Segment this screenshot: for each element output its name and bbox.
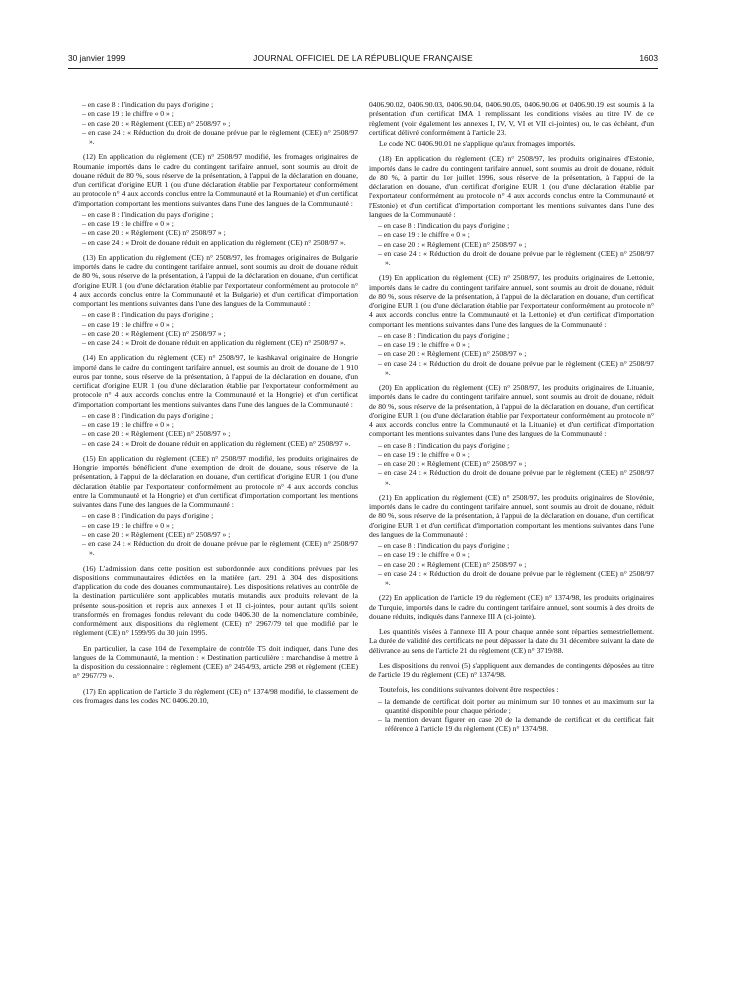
list-item: – en case 20 : « Règlement (CEE) n° 2508/97 » ; — [369, 459, 654, 468]
list-item: – en case 19 : le chiffre « 0 » ; — [369, 550, 654, 559]
list-item: – en case 20 : « Règlement (CEE) n° 2508/97 » ; — [73, 530, 358, 539]
list-item: – en case 24 : « Réduction du droit de douane prévue par le règlement (CEE) n° 2508/97 ». — [369, 359, 654, 378]
list-item: – en case 8 : l'indication du pays d'origine ; — [369, 441, 654, 450]
header-date: 30 janvier 1999 — [68, 53, 126, 63]
list-item: – en case 24 : « Droit de douane réduit en application du règlement (CE) n° 2508/97 ». — [73, 238, 358, 247]
list-item: – la mention devant figurer en case 20 de la demande de certificat et du certificat fait référence à l'article 19 du règlement (CE) n° 1374/98. — [369, 715, 654, 734]
list-item: – en case 24 : « Réduction du droit de douane prévue par le règlement (CEE) n° 2508/97 ». — [369, 249, 654, 268]
list-item: – en case 19 : le chiffre « 0 » ; — [73, 420, 358, 429]
left-column — [73, 100, 358, 711]
paragraph-22: (22) En application de l'article 19 du règlement (CE) n° 1374/98, les produits originaires de Turquie, importés dans le cadre du contingent tarifaire annuel, sont soumis à des droits de douane réduits, indiqués dans l'annexe III A (ci-jointe). — [369, 593, 654, 621]
paragraph-22-quantities: Les quantités visées à l'annexe III A pour chaque année sont réparties semestriellement. La durée de validité des certificats ne peut dépasser la date du 31 décembre suivant la date de délivrance au sens de l'article 21 du règlement (CE) n° 3719/88. — [369, 627, 654, 655]
list-item: – en case 24 : « Droit de douane réduit en application du règlement (CE) n° 2508/97 ». — [73, 338, 358, 347]
list-item: – en case 19 : le chiffre « 0 » ; — [73, 521, 358, 530]
paragraph-17: (17) En application de l'article 3 du règlement (CE) n° 1374/98 modifié, le classement de ces fromages dans les codes NC 0406.20.10, — [73, 686, 358, 705]
paragraph-17-continued: 0406.90.02, 0406.90.03, 0406.90.04, 0406.90.05, 0406.90.06 et 0406.90.19 est soumis à la présentation d'un certificat IMA 1 remplissant les conditions visées au titre IV de ce règlement (voir également les annexes I, IV, V, VI et VII ci-jointes) ou, le cas échéant, d'un certificat délivré conformément à l'article 23. — [369, 100, 654, 137]
header-page-number: 1603 — [639, 53, 658, 63]
list-item: – en case 8 : l'indication du pays d'origine ; — [369, 331, 654, 340]
list-item: – en case 20 : « Règlement (CEE) n° 2508/97 » ; — [369, 240, 654, 249]
list-item: – en case 19 : le chiffre « 0 » ; — [369, 340, 654, 349]
list-item: – en case 24 : « Réduction du droit de douane prévue par le règlement (CEE) n° 2508/97 ». — [73, 539, 358, 558]
header-rule — [68, 68, 658, 69]
right-column — [369, 100, 654, 734]
list-item: – en case 24 : « Réduction du droit de douane prévue par le règlement (CEE) n° 2508/97 ». — [369, 468, 654, 487]
list-item: – en case 20 : « Règlement (CEE) n° 2508/97 » ; — [369, 560, 654, 569]
list-item: – en case 19 : le chiffre « 0 » ; — [369, 230, 654, 239]
paragraph-19: (19) En application du règlement (CE) n° 2508/97, les produits originaires de Lettonie, importés dans le cadre du contingent tarifaire annuel, sont soumis au droit de douane, réduit de 80 %, sous réserve de la présentation, à l'appui de la déclaration en douane, d'un certificat d'origine EUR 1 (ou d'une déclaration établie par l'exportateur conformément au protocole n° 4 aux accords conclus entre la Communauté et la Lettonie) et d'un certificat d'importation comportant les mentions suivantes dans l'une des langues de la Communauté : — [369, 273, 654, 329]
list-item: – en case 19 : le chiffre « 0 » ; — [73, 219, 358, 228]
list-item: – en case 20 : « Règlement (CE) n° 2508/97 » ; — [73, 329, 358, 338]
list-item: – en case 24 : « Droit de douane réduit en application du règlement (CEE) n° 2508/97 ». — [73, 439, 358, 448]
list-item: – en case 8 : l'indication du pays d'origine ; — [73, 411, 358, 420]
paragraph-14: (14) En application du règlement (CE) n° 2508/97, le kashkaval originaire de Hongrie importé dans le cadre du contingent tarifaire annuel, est soumis au droit de douane de 1 910 euros par tonne, sous réserve de la présentation, à l'appui de la déclaration en douane, d'un certificat d'origine EUR 1 (ou d'une déclaration établie par l'exportateur conformément au protocole n° 4 aux accords conclus entre la Communauté et la Hongrie) et d'un certificat d'importation comportant les mentions suivantes dans l'une des langues de la Communauté : — [73, 353, 358, 409]
list-item: – en case 8 : l'indication du pays d'origine ; — [369, 541, 654, 550]
list-item: – en case 19 : le chiffre « 0 » ; — [73, 320, 358, 329]
paragraph-20: (20) En application du règlement (CE) n° 2508/97, les produits originaires de Lituanie, importés dans le cadre du contingent tarifaire annuel, sont soumis au droit de douane, réduit de 80 %, sous réserve de la présentation, à l'appui de la déclaration en douane, d'un certificat d'origine EUR 1 (ou d'une déclaration établie par l'exportateur conformément au protocole n° 4 aux accords conclus entre la Communauté et la Lituanie) et d'un certificat d'importation comportant les mentions suivantes dans l'une des langues de la Communauté : — [369, 383, 654, 439]
paragraph-12: (12) En application du règlement (CE) n° 2508/97 modifié, les fromages originaires de Roumanie importés dans le cadre du contingent tarifaire annuel, sont soumis au droit de douane réduit de 80 %, sous réserve de la présentation, à l'appui de la déclaration en douane, d'un certificat d'origine EUR 1 (ou d'une déclaration établie par l'exportateur conformément au protocole n° 4 aux accords conclus entre la Communauté et la Roumanie) et d'un certificat d'importation comportant les mentions suivantes dans l'une des langues de la Communauté : — [73, 152, 358, 208]
list-item: – en case 8 : l'indication du pays d'origine ; — [369, 221, 654, 230]
paragraph-13: (13) En application du règlement (CE) n° 2508/97, les fromages originaires de Bulgarie importés dans le cadre du contingent tarifaire annuel, sont soumis au droit de douane réduit de 80 %, sous réserve de la présentation, à l'appui de la déclaration en douane, d'un certificat d'origine EUR 1 (ou d'une déclaration établie par l'exportateur conformément au protocole n° 4 aux accords conclus entre la Communauté et la Bulgarie) et d'un certificat d'importation comportant les mentions suivantes dans l'une des langues de la Communauté : — [73, 252, 358, 308]
paragraph-16: (16) L'admission dans cette position est subordonnée aux conditions prévues par les dispositions communautaires édictées en la matière (art. 291 à 304 des dispositions d'application du code des douanes communautaire). Les dispositions relatives au contrôle de la destination particulière sont applicables mutatis mutandis aux produits relevant de la présente sous-position et repris aux annexes I et II ci-jointes, pour autant qu'ils soient transformés en fromages fondus relevant du code 0406.30 de la nomenclature combinée, conformément aux dispositions du règlement (CEE) n° 2967/79 tel que modifié par le règlement (CE) n° 1599/95 du 30 juin 1995. — [73, 563, 358, 638]
header-journal-title: JOURNAL OFFICIEL DE LA RÉPUBLIQUE FRANÇAISE — [253, 53, 473, 63]
list-item: – en case 8 : l'indication du pays d'origine ; — [73, 100, 358, 109]
page-header — [68, 53, 658, 67]
paragraph-17-code-note: Le code NC 0406.90.01 ne s'applique qu'aux fromages importés. — [379, 139, 576, 148]
list-item: – en case 8 : l'indication du pays d'origine ; — [73, 210, 358, 219]
paragraph-15: (15) En application du règlement (CEE) n° 2508/97 modifié, les produits originaires de Hongrie importés bénéficient d'une exemption de droit de douane, sous réserve de la présentation, à l'appui de la déclaration en douane, d'un certificat d'origine EUR 1 (ou d'une déclaration établie par l'exportateur conformément au protocole n° 4 aux accords conclus entre la Communauté et la Hongrie) et d'un certificat d'importation comportant les mentions suivantes dans l'une des langues de la Communauté : — [73, 453, 358, 509]
list-item: – en case 19 : le chiffre « 0 » ; — [73, 109, 358, 118]
list-item: – en case 8 : l'indication du pays d'origine ; — [73, 310, 358, 319]
list-item: – en case 20 : « Règlement (CEE) n° 2508/97 » ; — [369, 349, 654, 358]
paragraph-22-conditions: Toutefois, les conditions suivantes doivent être respectées : — [379, 685, 559, 695]
paragraph-21: (21) En application du règlement (CE) n° 2508/97, les produits originaires de Slovénie, importés dans le cadre du contingent tarifaire annuel, sont soumis au droit de douane, réduit de 80 %, sous réserve de la présentation, à l'appui de la déclaration en douane, d'un certificat d'origine EUR 1 et d'un certificat d'importation comportant les mentions suivantes dans l'une des langues de la Communauté : — [369, 492, 654, 539]
paragraph-18: (18) En application du règlement (CE) n° 2508/97, les produits originaires d'Estonie, importés dans le cadre du contingent tarifaire annuel, sont soumis au droit de douane, réduit de 80 %, à partir du 1er juillet 1996, sous réserve de la présentation, à l'appui de la déclaration en douane, d'un certificat d'origine EUR 1 (ou d'une déclaration établie par l'exportateur conformément au protocole n° 4 aux accords conclus entre la Communauté et l'Estonie) et d'un certificat d'importation comportant les mentions suivantes dans l'une des langues de la Communauté : — [369, 154, 654, 219]
list-item: – en case 24 : « Réduction du droit de douane prévue par le règlement (CEE) n° 2508/97 ». — [73, 128, 358, 147]
list-item: – en case 8 : l'indication du pays d'origine ; — [73, 511, 358, 520]
list-item: – en case 20 : « Règlement (CEE) n° 2508/97 » ; — [73, 119, 358, 128]
paragraph-22-provisions: Les dispositions du renvoi (5) s'appliquent aux demandes de contingents déposées au titre de l'article 19 du règlement (CE) n° 1374/98. — [369, 660, 654, 679]
list-item: – en case 20 : « Règlement (CEE) n° 2508/97 » ; — [73, 429, 358, 438]
list-item: – en case 19 : le chiffre « 0 » ; — [369, 450, 654, 459]
list-item: – en case 20 : « Règlement (CE) n° 2508/97 » ; — [73, 228, 358, 237]
paragraph-16-continued: En particulier, la case 104 de l'exemplaire de contrôle T5 doit indiquer, dans l'une des langues de la Communauté, la mention : « Destination particulière : marchandise à mettre à la disposition du cessionnaire : règlement (CEE) n° 2454/93, article 298 et règlement (CEE) n° 2967/79 ». — [73, 643, 358, 681]
list-item: – la demande de certificat doit porter au minimum sur 10 tonnes et au maximum sur la quantité disponible pour chaque période ; — [369, 697, 654, 716]
list-item: – en case 24 : « Réduction du droit de douane prévue par le règlement (CEE) n° 2508/97 ». — [369, 569, 654, 588]
